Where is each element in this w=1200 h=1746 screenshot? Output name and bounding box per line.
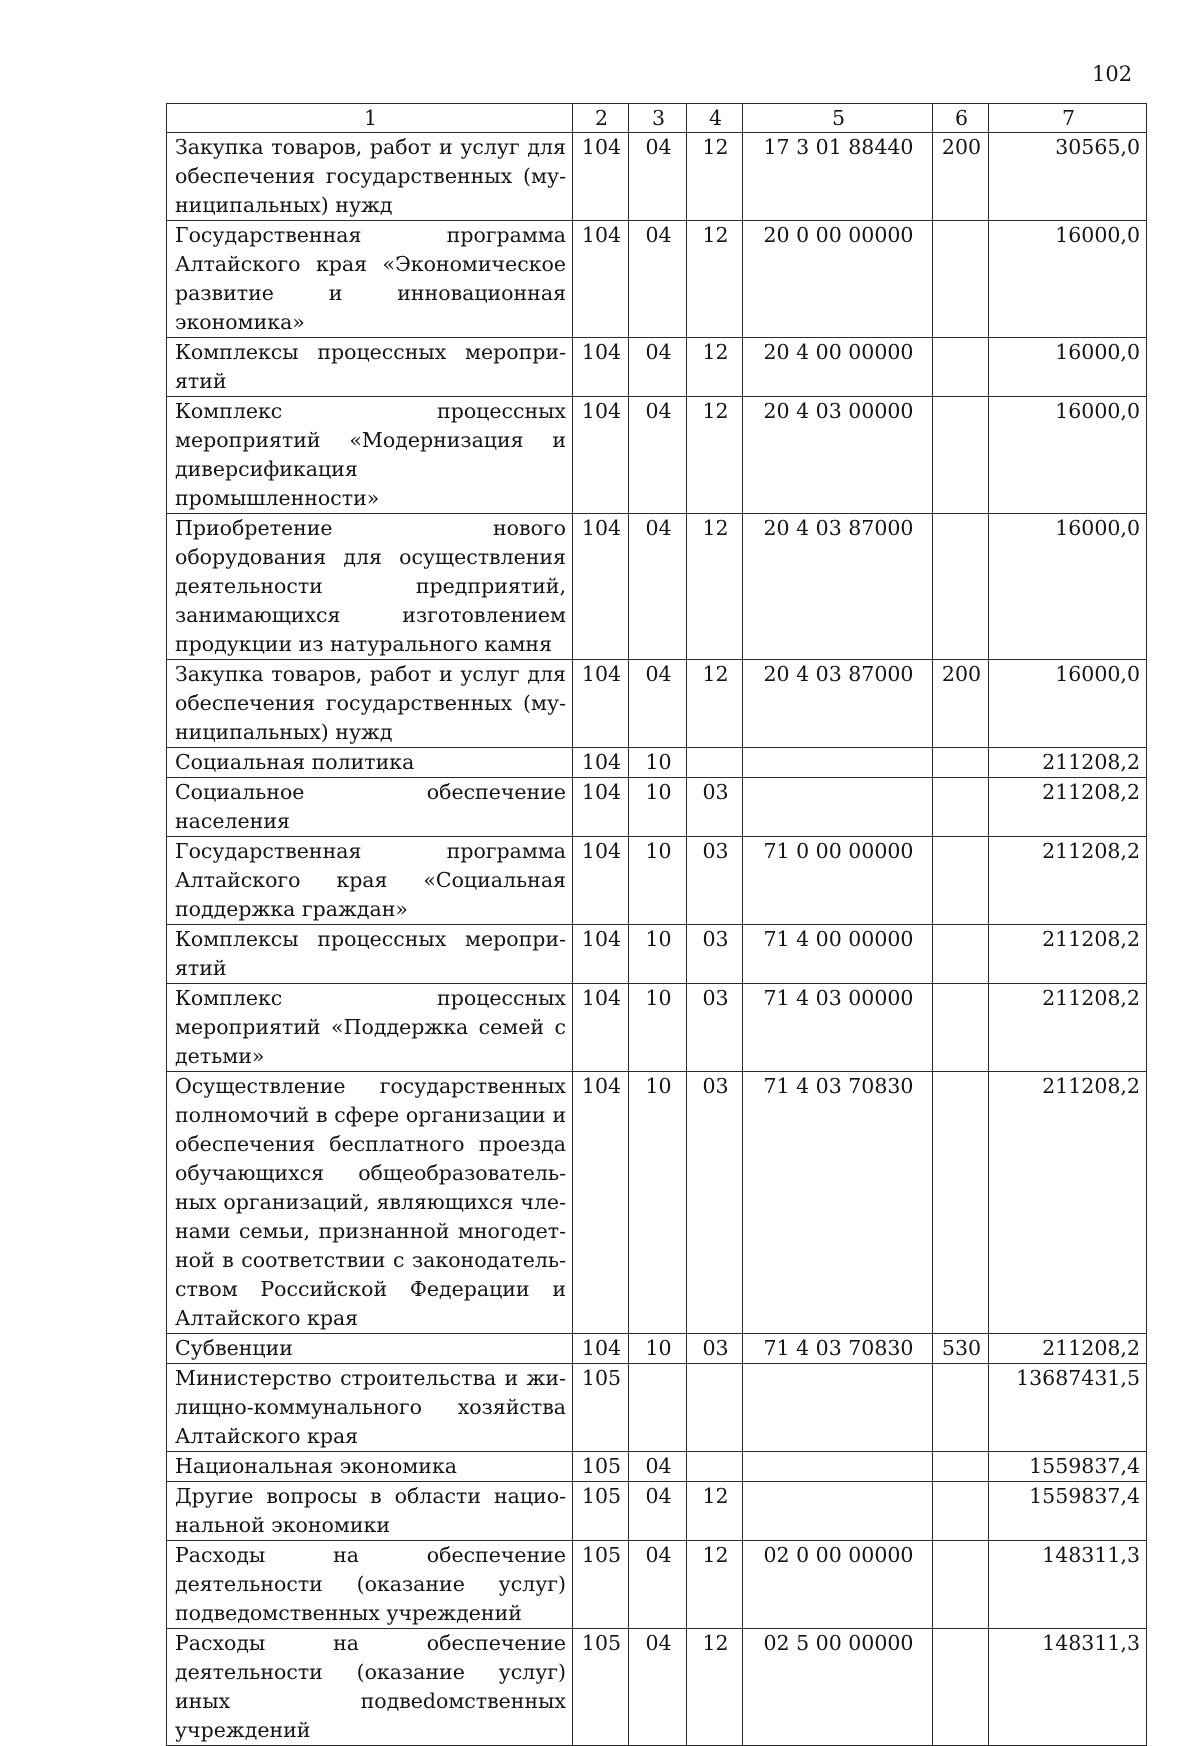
section-cell: 04 — [629, 1482, 687, 1541]
target-article-cell: 71 4 03 00000 — [743, 984, 933, 1072]
expense-type-cell: 530 — [933, 1334, 989, 1364]
code-cell: 105 — [573, 1482, 629, 1541]
amount-cell: 211208,2 — [989, 1334, 1147, 1364]
amount-cell: 16000,0 — [989, 660, 1147, 748]
target-article-cell: 20 4 03 87000 — [743, 660, 933, 748]
row-name-cell: Расходы на обеспечение деятельности (оказание услуг) иных подвеdомственных учреждений — [167, 1629, 573, 1746]
subsection-cell: 12 — [687, 514, 743, 660]
row-name-cell: Государственная программа Алтайского края «Социальная поддержка граждан» — [167, 837, 573, 925]
subsection-cell — [687, 1452, 743, 1482]
row-name-cell: Другие вопросы в области национальной экономики — [167, 1482, 573, 1541]
amount-cell: 1559837,4 — [989, 1452, 1147, 1482]
code-cell: 104 — [573, 984, 629, 1072]
table-row — [167, 925, 1147, 984]
amount-cell: 1559837,4 — [989, 1482, 1147, 1541]
subsection-cell: 12 — [687, 397, 743, 514]
subsection-cell — [687, 1364, 743, 1452]
target-article-cell: 71 4 00 00000 — [743, 925, 933, 984]
table-row — [167, 984, 1147, 1072]
row-name-cell: Социальная политика — [167, 748, 573, 778]
section-cell: 04 — [629, 1629, 687, 1746]
code-cell: 104 — [573, 514, 629, 660]
target-article-cell — [743, 1452, 933, 1482]
amount-cell: 211208,2 — [989, 925, 1147, 984]
column-header: 7 — [989, 104, 1147, 133]
code-cell: 104 — [573, 748, 629, 778]
section-cell: 04 — [629, 1452, 687, 1482]
expense-type-cell — [933, 1482, 989, 1541]
code-cell: 104 — [573, 338, 629, 397]
subsection-cell — [687, 748, 743, 778]
target-article-cell: 02 0 00 00000 — [743, 1541, 933, 1629]
budget-table — [166, 103, 1147, 1746]
subsection-cell: 12 — [687, 338, 743, 397]
subsection-cell: 12 — [687, 133, 743, 221]
code-cell: 105 — [573, 1541, 629, 1629]
table-row — [167, 1452, 1147, 1482]
table-row — [167, 1629, 1147, 1746]
section-cell: 10 — [629, 925, 687, 984]
column-header: 3 — [629, 104, 687, 133]
subsection-cell: 12 — [687, 1482, 743, 1541]
code-cell: 104 — [573, 221, 629, 338]
target-article-cell: 20 0 00 00000 — [743, 221, 933, 338]
row-name-cell: Комплекс процессных мероприятий «Поддержка семей с детьми» — [167, 984, 573, 1072]
amount-cell: 211208,2 — [989, 748, 1147, 778]
subsection-cell: 12 — [687, 660, 743, 748]
expense-type-cell: 200 — [933, 133, 989, 221]
target-article-cell: 71 4 03 70830 — [743, 1334, 933, 1364]
table-row — [167, 221, 1147, 338]
target-article-cell: 71 4 03 70830 — [743, 1072, 933, 1334]
row-name-cell: Комплексы процессных мероприятий — [167, 925, 573, 984]
table-row — [167, 1541, 1147, 1629]
expense-type-cell: 200 — [933, 660, 989, 748]
target-article-cell: 17 3 01 88440 — [743, 133, 933, 221]
row-name-cell: Осуществление государственных полномочий в сфере организации и обеспечения бесплатного проезда обучающихся общеобразовательных организаций, являющихся членами семьи, признанной многодетной в соответствии с законодательством Российской Федерации и Алтайского края — [167, 1072, 573, 1334]
subsection-cell: 03 — [687, 837, 743, 925]
code-cell: 104 — [573, 660, 629, 748]
expense-type-cell — [933, 1541, 989, 1629]
expense-type-cell — [933, 221, 989, 338]
code-cell: 104 — [573, 778, 629, 837]
expense-type-cell — [933, 778, 989, 837]
subsection-cell: 12 — [687, 221, 743, 338]
section-cell — [629, 1364, 687, 1452]
column-header: 1 — [167, 104, 573, 133]
table-row — [167, 133, 1147, 221]
table-row — [167, 1364, 1147, 1452]
code-cell: 104 — [573, 1334, 629, 1364]
section-cell: 04 — [629, 397, 687, 514]
amount-cell: 16000,0 — [989, 397, 1147, 514]
amount-cell: 30565,0 — [989, 133, 1147, 221]
row-name-cell: Национальная экономика — [167, 1452, 573, 1482]
subsection-cell: 03 — [687, 984, 743, 1072]
page-number: 102 — [1092, 62, 1133, 86]
table-row — [167, 748, 1147, 778]
amount-cell: 148311,3 — [989, 1629, 1147, 1746]
code-cell: 105 — [573, 1629, 629, 1746]
code-cell: 105 — [573, 1364, 629, 1452]
expense-type-cell — [933, 1364, 989, 1452]
row-name-cell: Закупка товаров, работ и услуг для обеспечения государственных (муниципальных) нужд — [167, 660, 573, 748]
section-cell: 04 — [629, 338, 687, 397]
code-cell: 104 — [573, 925, 629, 984]
table-row — [167, 1072, 1147, 1334]
row-name-cell: Государственная программа Алтайского края «Экономическое развитие и инновационная экономика» — [167, 221, 573, 338]
target-article-cell: 20 4 03 87000 — [743, 514, 933, 660]
amount-cell: 16000,0 — [989, 221, 1147, 338]
column-header: 5 — [743, 104, 933, 133]
amount-cell: 16000,0 — [989, 514, 1147, 660]
amount-cell: 211208,2 — [989, 984, 1147, 1072]
amount-cell: 16000,0 — [989, 338, 1147, 397]
row-name-cell: Министерство строительства и жилищно-коммунального хозяйства Алтайского края — [167, 1364, 573, 1452]
subsection-cell: 03 — [687, 778, 743, 837]
column-header: 6 — [933, 104, 989, 133]
subsection-cell: 12 — [687, 1541, 743, 1629]
target-article-cell — [743, 778, 933, 837]
section-cell: 10 — [629, 837, 687, 925]
expense-type-cell — [933, 514, 989, 660]
row-name-cell: Комплекс процессных мероприятий «Модернизация и диверсификация промышленности» — [167, 397, 573, 514]
amount-cell: 211208,2 — [989, 1072, 1147, 1334]
target-article-cell — [743, 1364, 933, 1452]
target-article-cell: 71 0 00 00000 — [743, 837, 933, 925]
amount-cell: 13687431,5 — [989, 1364, 1147, 1452]
amount-cell: 148311,3 — [989, 1541, 1147, 1629]
row-name-cell: Расходы на обеспечение деятельности (оказание услуг) подведомственных учреждений — [167, 1541, 573, 1629]
section-cell: 10 — [629, 1334, 687, 1364]
row-name-cell: Субвенции — [167, 1334, 573, 1364]
table-row — [167, 778, 1147, 837]
target-article-cell: 20 4 03 00000 — [743, 397, 933, 514]
table-row — [167, 1482, 1147, 1541]
table-row — [167, 837, 1147, 925]
expense-type-cell — [933, 1072, 989, 1334]
section-cell: 04 — [629, 514, 687, 660]
expense-type-cell — [933, 837, 989, 925]
subsection-cell: 03 — [687, 1334, 743, 1364]
target-article-cell — [743, 748, 933, 778]
code-cell: 104 — [573, 133, 629, 221]
section-cell: 10 — [629, 748, 687, 778]
row-name-cell: Закупка товаров, работ и услуг для обеспечения государственных (муниципальных) нужд — [167, 133, 573, 221]
target-article-cell — [743, 1482, 933, 1541]
section-cell: 10 — [629, 984, 687, 1072]
table-row — [167, 338, 1147, 397]
section-cell: 04 — [629, 133, 687, 221]
expense-type-cell — [933, 925, 989, 984]
code-cell: 105 — [573, 1452, 629, 1482]
expense-type-cell — [933, 1629, 989, 1746]
section-cell: 04 — [629, 221, 687, 338]
expense-type-cell — [933, 748, 989, 778]
expense-type-cell — [933, 338, 989, 397]
row-name-cell: Приобретение нового оборудования для осуществления деятельности предприятий, занимающихся изготовлением продукции из натурального камня — [167, 514, 573, 660]
row-name-cell: Комплексы процессных мероприятий — [167, 338, 573, 397]
amount-cell: 211208,2 — [989, 778, 1147, 837]
column-header: 4 — [687, 104, 743, 133]
column-header: 2 — [573, 104, 629, 133]
code-cell: 104 — [573, 1072, 629, 1334]
row-name-cell: Социальное обеспечение населения — [167, 778, 573, 837]
amount-cell: 211208,2 — [989, 837, 1147, 925]
table-row — [167, 1334, 1147, 1364]
section-cell: 10 — [629, 778, 687, 837]
subsection-cell: 03 — [687, 925, 743, 984]
section-cell: 10 — [629, 1072, 687, 1334]
table-row — [167, 514, 1147, 660]
code-cell: 104 — [573, 397, 629, 514]
target-article-cell: 02 5 00 00000 — [743, 1629, 933, 1746]
section-cell: 04 — [629, 660, 687, 748]
table-row — [167, 397, 1147, 514]
code-cell: 104 — [573, 837, 629, 925]
subsection-cell: 12 — [687, 1629, 743, 1746]
table-row — [167, 660, 1147, 748]
section-cell: 04 — [629, 1541, 687, 1629]
target-article-cell: 20 4 00 00000 — [743, 338, 933, 397]
expense-type-cell — [933, 1452, 989, 1482]
expense-type-cell — [933, 984, 989, 1072]
subsection-cell: 03 — [687, 1072, 743, 1334]
expense-type-cell — [933, 397, 989, 514]
header-row — [167, 104, 1147, 133]
